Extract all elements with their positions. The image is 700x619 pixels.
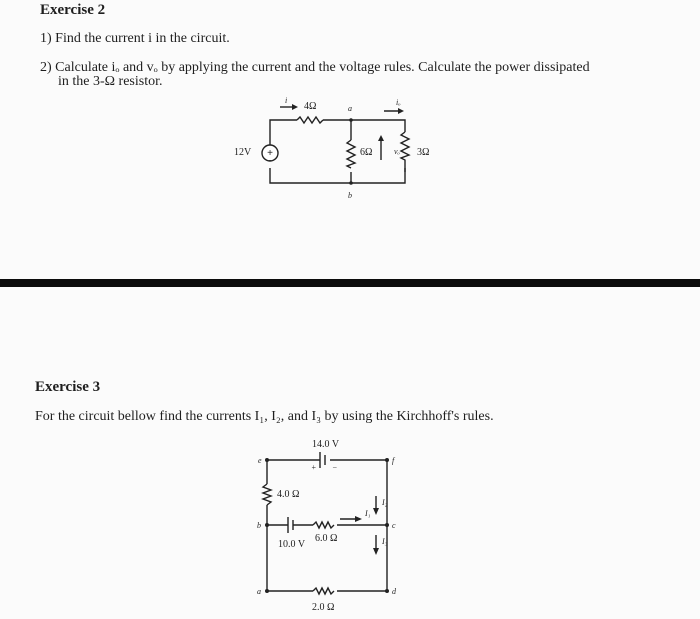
exercise-2-title: Exercise 2 (40, 2, 106, 18)
resistor-3-ohm-label: 3Ω (417, 147, 430, 158)
battery-10v-label: 10.0 V (278, 539, 306, 550)
node-b-label: b (348, 191, 352, 200)
battery-plus-sign: + (311, 463, 317, 472)
node-e-label: e (258, 456, 262, 465)
resistor-2-ohm-label: 2.0 Ω (312, 602, 335, 613)
node-b-label-ex3: b (257, 521, 261, 530)
current-i-label: i (285, 96, 288, 105)
source-12v-label: 12V (234, 147, 252, 158)
voltage-vo-label: vₒ (394, 147, 400, 156)
current-i1-label: I₁ (365, 509, 371, 518)
current-i3-label: I₃ (382, 537, 388, 546)
battery-14v-label: 14.0 V (312, 439, 340, 450)
exercise-3-question: For the circuit bellow find the currents I₁, I₂, and I₃ by using the Kirchhoff's rules. (35, 409, 494, 424)
node-a-label: a (348, 104, 352, 113)
battery-minus-sign: − (332, 463, 338, 472)
exercise-3-title: Exercise 3 (35, 379, 101, 395)
resistor-6-ohm-label: 6Ω (360, 147, 373, 158)
section-divider (0, 279, 700, 287)
current-io-label: iₒ (396, 98, 401, 107)
svg-text:+: + (267, 148, 273, 159)
resistor-6-ohm-label-ex3: 6.0 Ω (315, 533, 338, 544)
node-f-label: f (392, 456, 395, 465)
resistor-4-ohm-label-ex3: 4.0 Ω (277, 489, 300, 500)
svg-text:-: - (269, 158, 271, 164)
node-a-label-ex3: a (257, 587, 261, 596)
exercise-2-question-2-line-2: in the 3-Ω resistor. (58, 74, 163, 89)
node-c-label: c (392, 521, 396, 530)
exercise-2-question-2-line-1: 2) Calculate iₒ and vₒ by applying the current and the voltage rules. Calculate the power dissipated (40, 60, 590, 75)
current-i2-label: I₂ (382, 498, 388, 507)
exercise-2-question-1: 1) Find the current i in the circuit. (40, 31, 230, 46)
node-d-label: d (392, 587, 396, 596)
resistor-4-ohm-label: 4Ω (304, 101, 317, 112)
